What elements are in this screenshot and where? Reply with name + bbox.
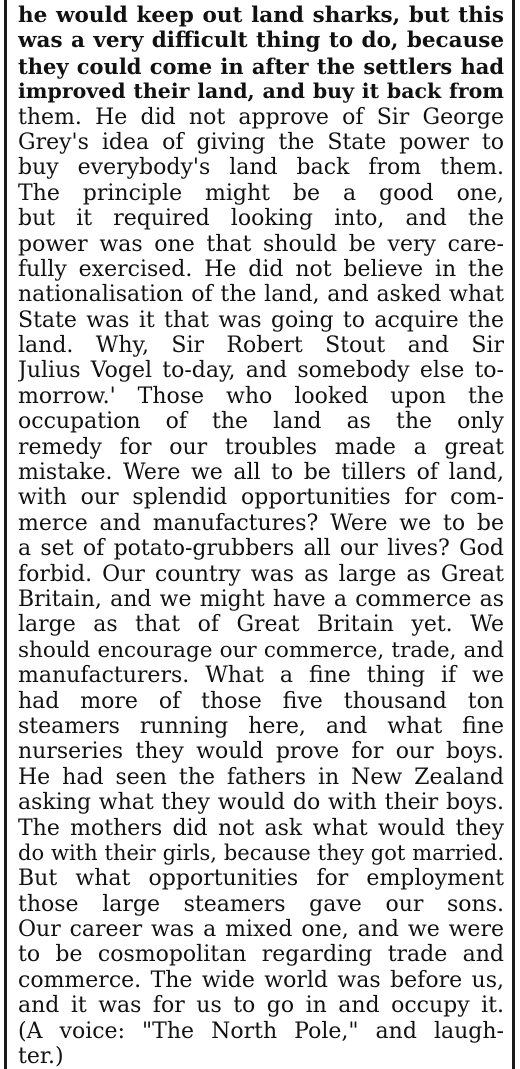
- text-line: The principle might be a good one,: [18, 180, 504, 206]
- text-line: commerce. The wide world was before us,: [18, 967, 504, 993]
- text-line: Britain, and we might have a commerce as: [18, 586, 504, 612]
- text-line: occupation of the land as the only: [18, 409, 504, 435]
- text-line: (A voice: "The North Pole," and laugh-: [18, 1018, 504, 1044]
- text-line: those large steamers gave our sons.: [18, 891, 504, 917]
- text-line: nationalisation of the land, and asked what: [18, 282, 504, 308]
- text-line: to be cosmopolitan regarding trade and: [18, 942, 504, 968]
- text-line: with our splendid opportunities for com-: [18, 485, 504, 511]
- text-line: he would keep out land sharks, but this: [18, 3, 504, 28]
- text-line: them. He did not approve of Sir George: [18, 104, 504, 130]
- text-line: He had seen the fathers in New Zealand: [18, 764, 504, 790]
- text-line: manufacturers. What a fine thing if we: [18, 663, 504, 689]
- text-line: large as that of Great Britain yet. We: [18, 612, 504, 638]
- text-line: State was it that was going to acquire the: [18, 307, 504, 333]
- text-line: they could come in after the settlers had: [18, 53, 504, 79]
- left-column-rule: [4, 0, 7, 1069]
- text-line: remedy for our troubles made a great: [18, 434, 504, 460]
- text-line: asking what they would do with their boys.: [18, 790, 504, 816]
- text-line: nurseries they would prove for our boys.: [18, 739, 504, 765]
- text-line: Julius Vogel to-day, and somebody else to-: [18, 358, 504, 384]
- text-line: improved their land, and buy it back from: [18, 79, 504, 104]
- text-line: should encourage our commerce, trade, and: [18, 637, 504, 663]
- text-line: buy everybody's land back from them.: [18, 155, 504, 181]
- text-line: a set of potato-grubbers all our lives? God: [18, 536, 504, 562]
- text-line: morrow.' Those who looked upon the: [18, 383, 504, 409]
- text-line: but it required looking into, and the: [18, 206, 504, 232]
- text-line: Our career was a mixed one, and we were: [18, 917, 504, 943]
- text-line: land. Why, Sir Robert Stout and Sir: [18, 333, 504, 359]
- text-line: But what opportunities for employment: [18, 866, 504, 892]
- right-column-rule: [512, 0, 515, 1069]
- text-line: The mothers did not ask what would they: [18, 815, 504, 841]
- text-line: steamers running here, and what fine: [18, 713, 504, 739]
- text-line: Grey's idea of giving the State power to: [18, 129, 504, 155]
- text-line: had more of those five thousand ton: [18, 688, 504, 714]
- article-text-column: [18, 3, 504, 1069]
- text-line: merce and manufactures? Were we to be: [18, 510, 504, 536]
- text-line: power was one that should be very care-: [18, 231, 504, 257]
- text-line: mistake. Were we all to be tillers of land,: [18, 460, 504, 486]
- text-line: fully exercised. He did not believe in the: [18, 256, 504, 282]
- text-line: do with their girls, because they got married.: [18, 840, 504, 865]
- text-line: ter.): [18, 1044, 64, 1069]
- text-line: and it was for us to go in and occupy it.: [18, 993, 504, 1019]
- text-line: was a very difficult thing to do, because: [18, 28, 504, 54]
- text-line: forbid. Our country was as large as Great: [18, 561, 504, 587]
